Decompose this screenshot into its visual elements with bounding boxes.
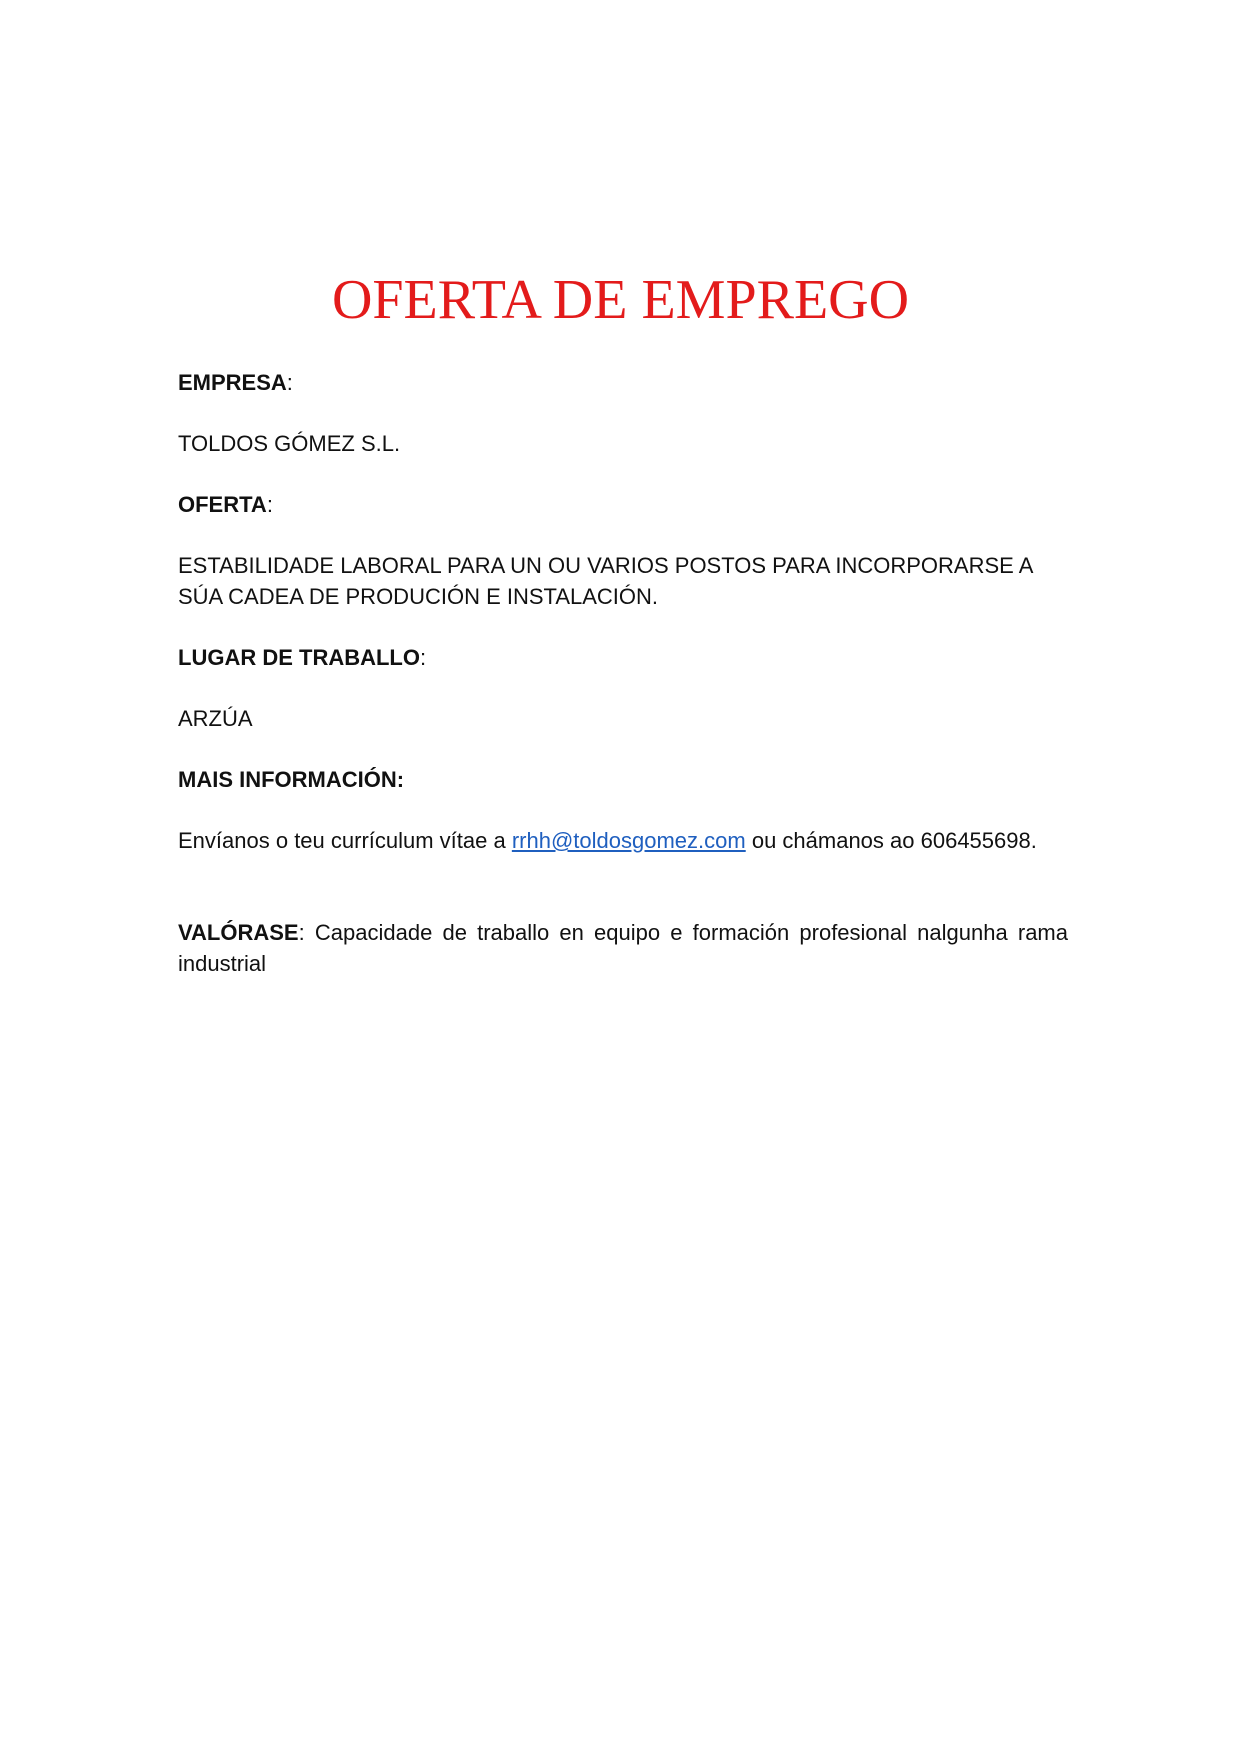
info-text [178, 825, 1068, 856]
empresa-heading: EMPRESA: [178, 370, 293, 395]
info-text-before: Envíanos o teu currículum vítae a [178, 828, 512, 853]
lugar-value: ARZÚA [178, 706, 253, 731]
empresa-label: EMPRESA [178, 370, 287, 395]
valorase-value: Capacidade de traballo en equipo e formación profesional nalgunha rama industrial [178, 920, 1068, 976]
oferta-heading: OFERTA: [178, 492, 273, 517]
lugar-heading: LUGAR DE TRABALLO: [178, 645, 427, 670]
email-link[interactable]: rrhh@toldosgomez.com [511, 828, 746, 853]
info-label: MAIS INFORMACIÓN: [178, 767, 405, 792]
document-body [178, 367, 1068, 1009]
lugar-label: LUGAR DE TRABALLO [178, 645, 420, 670]
page-title: OFERTA DE EMPREGO [331, 269, 910, 331]
oferta-value: ESTABILIDADE LABORAL PARA UN OU VARIOS POSTOS PARA INCORPORARSE A SÚA CADEA DE PRODUCIÓN E INSTALACIÓN. [178, 553, 1033, 609]
valorase-label: VALÓRASE [178, 920, 299, 945]
info-heading [178, 764, 1068, 795]
valorase-paragraph: VALÓRASE: Capacidade de traballo en equipo e formación profesional nalgunha rama industrial [178, 920, 1068, 976]
empresa-value: TOLDOS GÓMEZ S.L. [178, 431, 401, 456]
info-text-after: ou chámanos ao 606455698. [745, 828, 1037, 853]
oferta-label: OFERTA [178, 492, 267, 517]
